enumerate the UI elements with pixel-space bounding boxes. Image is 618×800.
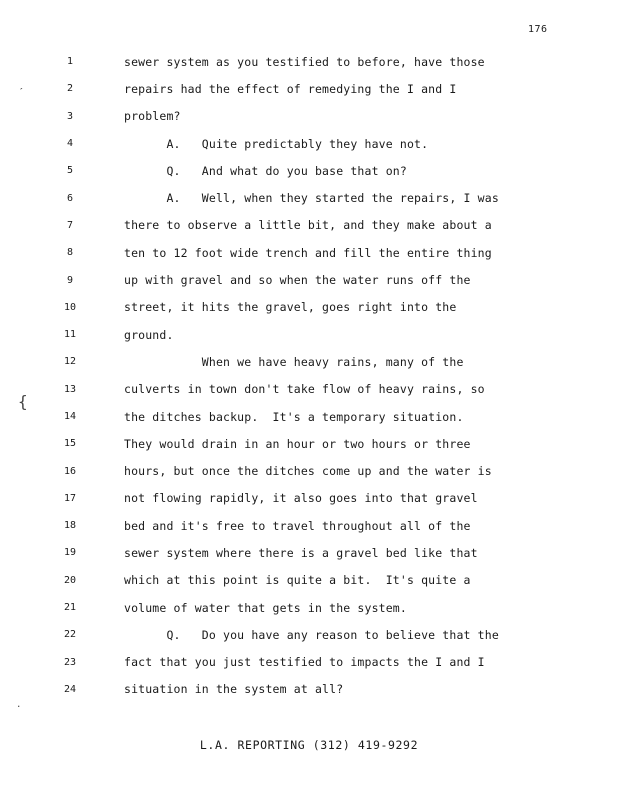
line-text: ten to 12 foot wide trench and fill the entire thing (124, 245, 492, 260)
line-text: there to observe a little bit, and they make about a (124, 218, 492, 233)
line-text: volume of water that gets in the system. (124, 600, 407, 615)
line-text: ground. (124, 327, 174, 342)
reporter-footer: L.A. REPORTING (312) 419-9292 (199, 738, 419, 752)
line-text: A. Well, when they started the repairs, I was (124, 191, 499, 206)
line-number: 17 (63, 492, 77, 504)
line-number: 14 (63, 411, 77, 422)
line-text: street, it hits the gravel, goes right into the (124, 300, 457, 315)
line-text: Q. Do you have any reason to believe that the (124, 627, 499, 642)
transcript-line (0, 321, 618, 348)
page-number: 176 (528, 24, 548, 35)
line-text: hours, but once the ditches come up and the water is (124, 464, 492, 479)
transcript-line (0, 376, 618, 403)
line-text: They would drain in an hour or two hours or three (124, 436, 471, 451)
line-number: 20 (63, 574, 77, 586)
line-text: culverts in town don't take flow of heavy rains, so (124, 382, 485, 397)
transcript-line (0, 457, 618, 484)
transcript-line (0, 430, 618, 457)
line-number: 15 (63, 438, 77, 450)
line-number: 9 (66, 274, 74, 286)
line-number: 5 (66, 165, 74, 177)
line-number: 3 (66, 110, 74, 122)
margin-brace-mark: { (18, 392, 28, 411)
line-text: problem? (124, 109, 181, 124)
line-number: 19 (63, 547, 77, 559)
transcript-line (0, 512, 618, 539)
transcript-line (0, 75, 618, 102)
line-number: 4 (66, 138, 74, 150)
line-text: sewer system as you testified to before, have those (124, 54, 485, 69)
transcript-line (0, 676, 618, 703)
line-number: 22 (63, 629, 77, 641)
line-number: 12 (63, 356, 77, 368)
line-text: the ditches backup. It's a temporary situation. (124, 409, 464, 424)
line-number: 13 (63, 383, 77, 395)
line-text: bed and it's free to travel throughout all of the (124, 518, 471, 533)
transcript-line (0, 621, 618, 648)
line-number: 10 (63, 301, 77, 313)
line-text: up with gravel and so when the water runs off the (124, 273, 471, 288)
transcript-line (0, 157, 618, 184)
transcript-line (0, 212, 618, 239)
line-text: which at this point is quite a bit. It's quite a (124, 573, 471, 588)
transcript-body (0, 48, 618, 703)
line-number: 1 (66, 56, 74, 68)
transcript-line (0, 567, 618, 594)
transcript-line (0, 239, 618, 266)
line-number: 21 (63, 602, 77, 614)
line-text: sewer system where there is a gravel bed like that (124, 545, 478, 560)
line-number: 7 (66, 219, 74, 231)
line-text: A. Quite predictably they have not. (124, 136, 429, 151)
transcript-line (0, 294, 618, 321)
transcript-line (0, 649, 618, 676)
line-text: repairs had the effect of remedying the I and I (124, 81, 457, 96)
line-text: situation in the system at all? (124, 682, 344, 697)
line-number: 16 (63, 465, 77, 477)
transcript-line (0, 348, 618, 375)
line-text: Q. And what do you base that on? (124, 163, 407, 178)
line-text: not flowing rapidly, it also goes into that gravel (124, 491, 478, 506)
line-number: 8 (66, 247, 74, 259)
line-number: 6 (66, 192, 74, 204)
line-number: 23 (63, 656, 77, 668)
transcript-line (0, 103, 618, 130)
transcript-line (0, 266, 618, 293)
margin-dot-mark: . (16, 700, 22, 710)
line-number: 11 (63, 329, 77, 341)
line-number: 24 (63, 683, 77, 695)
transcript-line (0, 403, 618, 430)
line-number: 2 (66, 83, 74, 95)
transcript-line (0, 184, 618, 211)
line-text: When we have heavy rains, many of the (124, 354, 464, 369)
line-number: 18 (63, 520, 77, 532)
transcript-line (0, 48, 618, 75)
transcript-line (0, 485, 618, 512)
transcript-line (0, 130, 618, 157)
margin-mark: ˊ (18, 86, 25, 99)
transcript-line (0, 594, 618, 621)
transcript-line (0, 539, 618, 566)
line-text: fact that you just testified to impacts the I and I (124, 655, 485, 670)
